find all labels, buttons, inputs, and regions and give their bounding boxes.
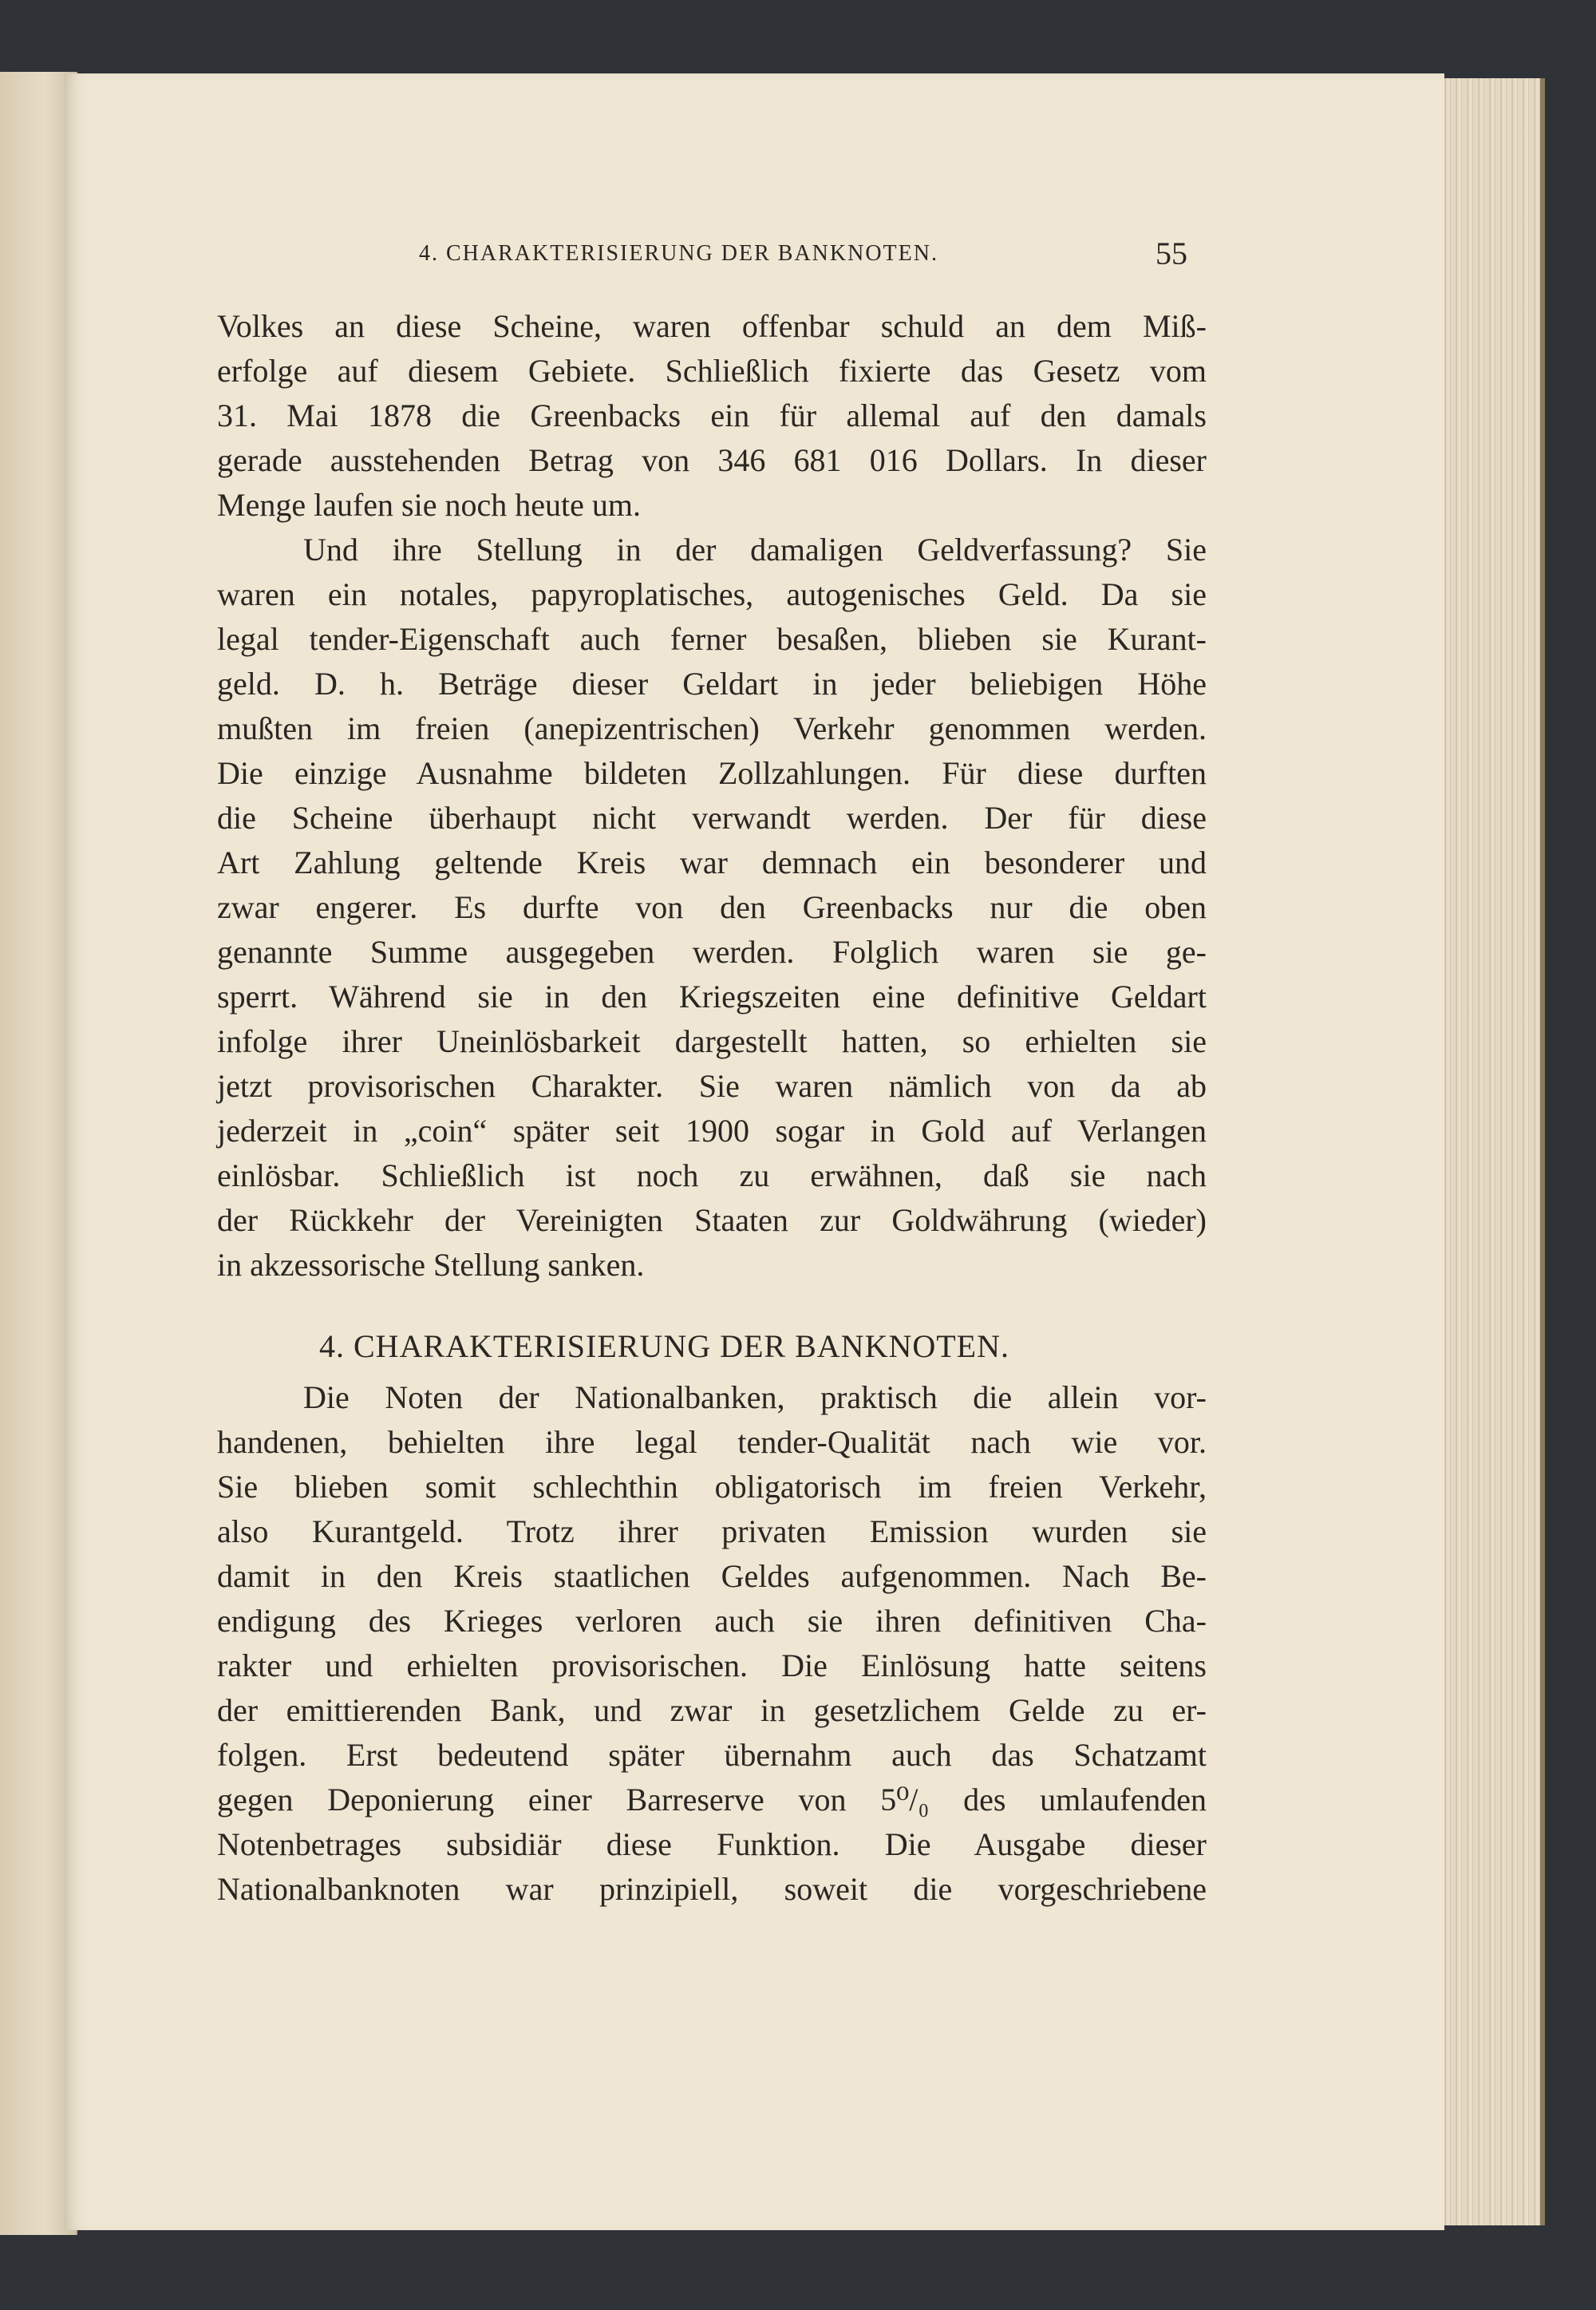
- text-line: folgen. Erst bedeutend später übernahm auch das Schatzamt: [217, 1737, 1207, 1773]
- text-line: jederzeit in „coin“ später seit 1900 sogar in Gold auf Verlangen: [217, 1113, 1207, 1149]
- text-line: Nationalbanknoten war prinzipiell, soweit die vorgeschriebene: [217, 1871, 1207, 1907]
- text-line: handenen, behielten ihre legal tender-Qualität nach wie vor.: [217, 1424, 1207, 1460]
- text-line: Die Noten der Nationalbanken, praktisch die allein vor-: [303, 1379, 1207, 1415]
- text-line: rakter und erhielten provisorischen. Die Einlösung hatte seitens: [217, 1647, 1207, 1683]
- text-line: Sie blieben somit schlechthin obligatorisch im freien Verkehr,: [217, 1469, 1207, 1505]
- text-line: endigung des Krieges verloren auch sie ihren definitiven Cha-: [217, 1603, 1207, 1639]
- text-line: damit in den Kreis staatlichen Geldes aufgenommen. Nach Be-: [217, 1558, 1207, 1594]
- text-line: geld. D. h. Beträge dieser Geldart in jeder beliebigen Höhe: [217, 666, 1207, 702]
- text-line: mußten im freien (anepizentrischen) Verkehr genommen werden.: [217, 710, 1207, 746]
- text-line: sperrt. Während sie in den Kriegszeiten eine definitive Geldart: [217, 979, 1207, 1015]
- text-line: legal tender-Eigenschaft auch ferner besaßen, blieben sie Kurant-: [217, 621, 1207, 657]
- text-line: infolge ihrer Uneinlösbarkeit dargestellt hatten, so erhielten sie: [217, 1023, 1207, 1059]
- text-line: Art Zahlung geltende Kreis war demnach ein besonderer und: [217, 844, 1207, 880]
- text-line: Volkes an diese Scheine, waren offenbar schuld an dem Miß-: [217, 308, 1207, 344]
- text-line: gegen Deponierung einer Barreserve von 5⁰/₀ des umlaufenden: [217, 1782, 1207, 1818]
- text-line: Die einzige Ausnahme bildeten Zollzahlungen. Für diese durften: [217, 755, 1207, 791]
- text-line: der Rückkehr der Vereinigten Staaten zur Goldwährung (wieder): [217, 1202, 1207, 1238]
- text-line: Und ihre Stellung in der damaligen Geldverfassung? Sie: [303, 532, 1207, 568]
- text-line: der emittierenden Bank, und zwar in gesetzlichem Gelde zu er-: [217, 1692, 1207, 1728]
- text-line: einlösbar. Schließlich ist noch zu erwähnen, daß sie nach: [217, 1157, 1207, 1193]
- text-line: erfolge auf diesem Gebiete. Schließlich fixierte das Gesetz vom: [217, 353, 1207, 389]
- text-line: Menge laufen sie noch heute um.: [217, 487, 641, 523]
- text-line: in akzessorische Stellung sanken.: [217, 1247, 645, 1283]
- text-line: die Scheine überhaupt nicht verwandt werden. Der für diese: [217, 800, 1207, 836]
- page-block-edges: [1428, 78, 1545, 2225]
- text-line: jetzt provisorischen Charakter. Sie waren nämlich von da ab: [217, 1068, 1207, 1104]
- text-line: also Kurantgeld. Trotz ihrer privaten Emission wurden sie: [217, 1513, 1207, 1549]
- running-head: 4. CHARAKTERISIERUNG DER BANKNOTEN.: [419, 241, 938, 266]
- text-line: 31. Mai 1878 die Greenbacks ein für allemal auf den damals: [217, 398, 1207, 433]
- text-line: Notenbetrages subsidiär diese Funktion. Die Ausgabe dieser: [217, 1826, 1207, 1862]
- section-heading: 4. CHARAKTERISIERUNG DER BANKNOTEN.: [319, 1328, 1009, 1364]
- page-number: 55: [1156, 235, 1187, 271]
- text-line: zwar engerer. Es durfte von den Greenbacks nur die oben: [217, 889, 1207, 925]
- text-line: gerade ausstehenden Betrag von 346 681 016 Dollars. In dieser: [217, 442, 1207, 478]
- text-line: genannte Summe ausgegeben werden. Folglich waren sie ge-: [217, 934, 1207, 970]
- text-line: waren ein notales, papyroplatisches, autogenisches Geld. Da sie: [217, 576, 1207, 612]
